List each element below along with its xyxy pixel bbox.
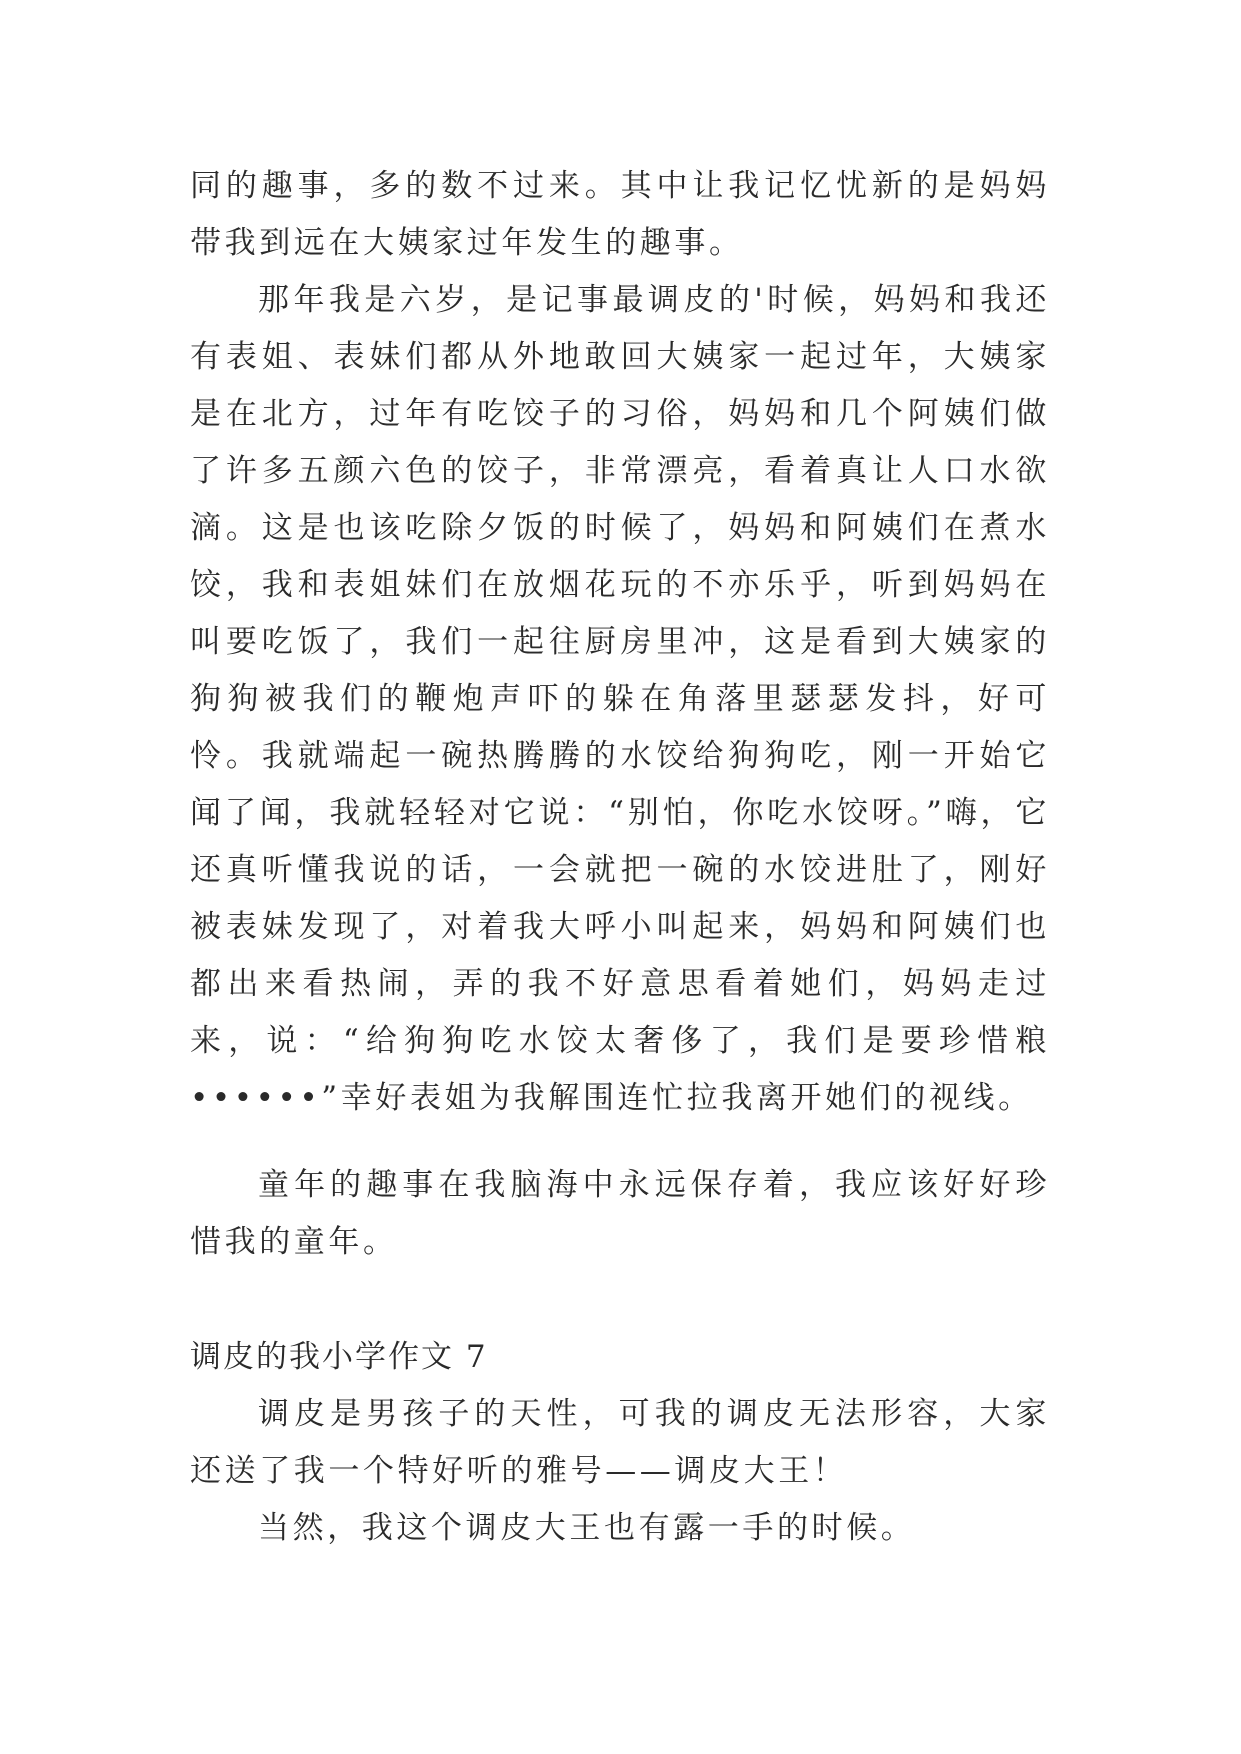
paragraph-continued: 同的趣事，多的数不过来。其中让我记忆忧新的是妈妈带我到远在大姨家过年发生的趣事。 [190, 168, 1050, 261]
essay-heading: 调皮的我小学作文 7 [190, 1339, 488, 1375]
paragraph-story: 那年我是六岁，是记事最调皮的'时候，妈妈和我还有表姐、表妹们都从外地敢回大姨家一起过年，大姨家是在北方，过年有吃饺子的习俗，妈妈和几个阿姨们做了许多五颜六色的饺子，非常漂亮，看着真让人口水欲滴。这是也该吃除夕饭的时候了，妈妈和阿姨们在煮水饺，我和表姐妹们在放烟花玩的不亦乐乎，听到妈妈在叫要吃饭了，我们一起往厨房里冲，这是看到大姨家的狗狗被我们的鞭炮声吓的躲在角落里瑟瑟发抖，好可怜。我就端起一碗热腾腾的水饺给狗狗吃，刚一开始它闻了闻，我就轻轻对它说：“别怕，你吃水饺呀。”嗨，它还真听懂我说的话，一会就把一碗的水饺进肚了，刚好被表妹发现了，对着我大呼小叫起来，妈妈和阿姨们也都出来看热闹，弄的我不好意思看着她们，妈妈走过来，说：“给狗狗吃水饺太奢侈了，我们是要珍惜粮••••••”幸好表姐为我解围连忙拉我离开她们的视线。 [190, 282, 1050, 1116]
paragraph-followup: 当然，我这个调皮大王也有露一手的时候。 [258, 1510, 916, 1546]
paragraph-intro: 调皮是男孩子的天性，可我的调皮无法形容，大家还送了我一个特好听的雅号——调皮大王！ [190, 1396, 1050, 1489]
paragraph-conclusion: 童年的趣事在我脑海中永远保存着，我应该好好珍惜我的童年。 [190, 1167, 1050, 1260]
